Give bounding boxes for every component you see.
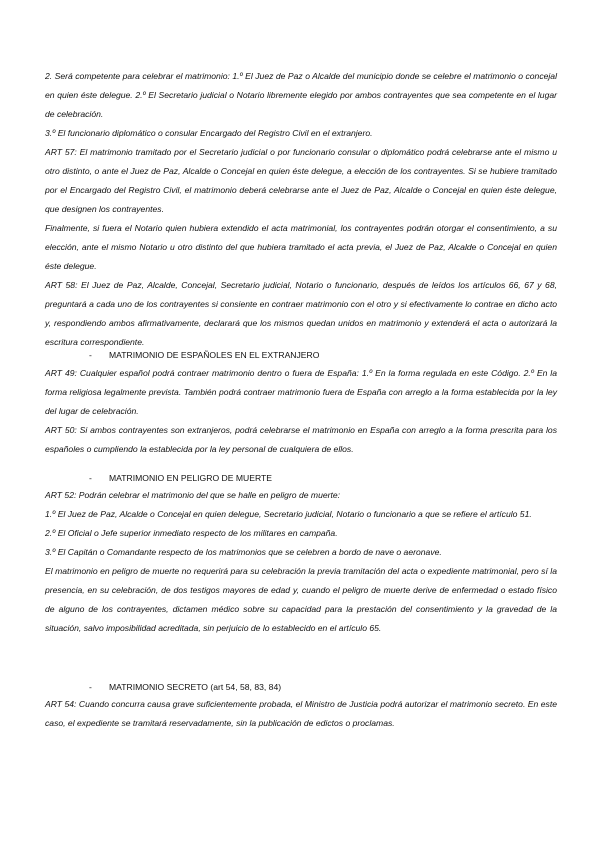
bullet-dash: -: [89, 682, 92, 692]
section-heading: MATRIMONIO DE ESPAÑOLES EN EL EXTRANJERO: [109, 350, 320, 360]
section-heading: MATRIMONIO SECRETO (art 54, 58, 83, 84): [109, 682, 282, 692]
paragraph: Finalmente, si fuera el Notario quien hubiera extendido el acta matrimonial, los contrayentes podrán otorgar el consentimiento, a su elección, ante el mismo Notario u otro distinto del que hubiera tramitado el acta previa, el Juez de Paz, Alcalde o Concejal en quien éste delegue.: [45, 223, 557, 271]
paragraph: El matrimonio en peligro de muerte no requerirá para su celebración la previa tramitación del acta o expediente matrimonial, pero sí la presencia, en su celebración, de dos testigos mayores de edad y, cuando el peligro de muerte derive de enfermedad o estado físico de alguno de los contrayentes, dictamen médico sobre su capacidad para la prestación del consentimiento y la gravedad de la situación, salvo imposibilidad acreditada, sin perjuicio de lo establecido en el artículo 65.: [45, 566, 557, 633]
paragraph: 1.º El Juez de Paz, Alcalde o Concejal en quien delegue, Secretario judicial, Notario o funcionario a que se refiere el artículo 51.: [45, 509, 532, 519]
section-secreto: [45, 695, 557, 733]
paragraph: 3.º El Capitán o Comandante respecto de los matrimonios que se celebren a bordo de nave o aeronave.: [45, 547, 442, 557]
bullet-dash: -: [89, 350, 92, 360]
section-heading: MATRIMONIO EN PELIGRO DE MUERTE: [109, 473, 272, 483]
paragraph: 3.º El funcionario diplomático o consular Encargado del Registro Civil en el extranjero.: [45, 128, 373, 138]
section-competence: [45, 67, 557, 352]
paragraph: ART 50: Si ambos contrayentes son extranjeros, podrá celebrarse el matrimonio en España con arreglo a la forma prescrita para los españoles o cumpliendo la establecida por la ley personal de cualquiera de ellos.: [45, 425, 557, 454]
section-peligro-muerte: [45, 486, 557, 638]
paragraph: ART 49: Cualquier español podrá contraer matrimonio dentro o fuera de España: 1.º En la forma regulada en este Código. 2.º En la forma religiosa legalmente prevista. También podrá contraer matrimonio fuera de España con arreglo a la forma establecida por la ley del lugar de celebración.: [45, 368, 557, 416]
paragraph: ART 57: El matrimonio tramitado por el Secretario judicial o por funcionario consular o diplomático podrá celebrarse ante el mismo u otro distinto, o ante el Juez de Paz, Alcalde o Concejal en quien éste delegue, a elección de los contrayentes. Si se hubiere tramitado por el Encargado del Registro Civil, el matrimonio deberá celebrarse ante el Juez de Paz, Alcalde o Concejal en quien éste delegue, que designen los contrayentes.: [45, 147, 557, 214]
heading-matrimonio-secreto: [89, 681, 281, 693]
paragraph: 2. Será competente para celebrar el matrimonio: 1.º El Juez de Paz o Alcalde del municipio donde se celebre el matrimonio o concejal en quien éste delegue. 2.º El Secretario judicial o Notario libremente elegido por ambos contrayentes que sea competente en el lugar de celebración.: [45, 71, 557, 119]
bullet-dash: -: [89, 473, 92, 483]
heading-peligro-muerte: [89, 472, 272, 484]
paragraph: ART 54: Cuando concurra causa grave suficientemente probada, el Ministro de Justicia podrá autorizar el matrimonio secreto. En este caso, el expediente se tramitará reservadamente, sin la publicación de edictos o proclamas.: [45, 699, 557, 728]
section-extranjero: [45, 364, 557, 459]
paragraph: ART 52: Podrán celebrar el matrimonio del que se halle en peligro de muerte:: [45, 490, 341, 500]
paragraph: ART 58: El Juez de Paz, Alcalde, Concejal, Secretario judicial, Notario o funcionario, después de leídos los artículos 66, 67 y 68, preguntará a cada uno de los contrayentes si consiente en contraer matrimonio con el otro y si efectivamente lo contrae en dicho acto y, respondiendo ambos afirmativamente, declarará que los mismos quedan unidos en matrimonio y extenderá el acta o autorizará la escritura correspondiente.: [45, 280, 557, 347]
paragraph: 2.º El Oficial o Jefe superior inmediato respecto de los militares en campaña.: [45, 528, 338, 538]
heading-matrimonio-extranjero: [89, 349, 319, 361]
